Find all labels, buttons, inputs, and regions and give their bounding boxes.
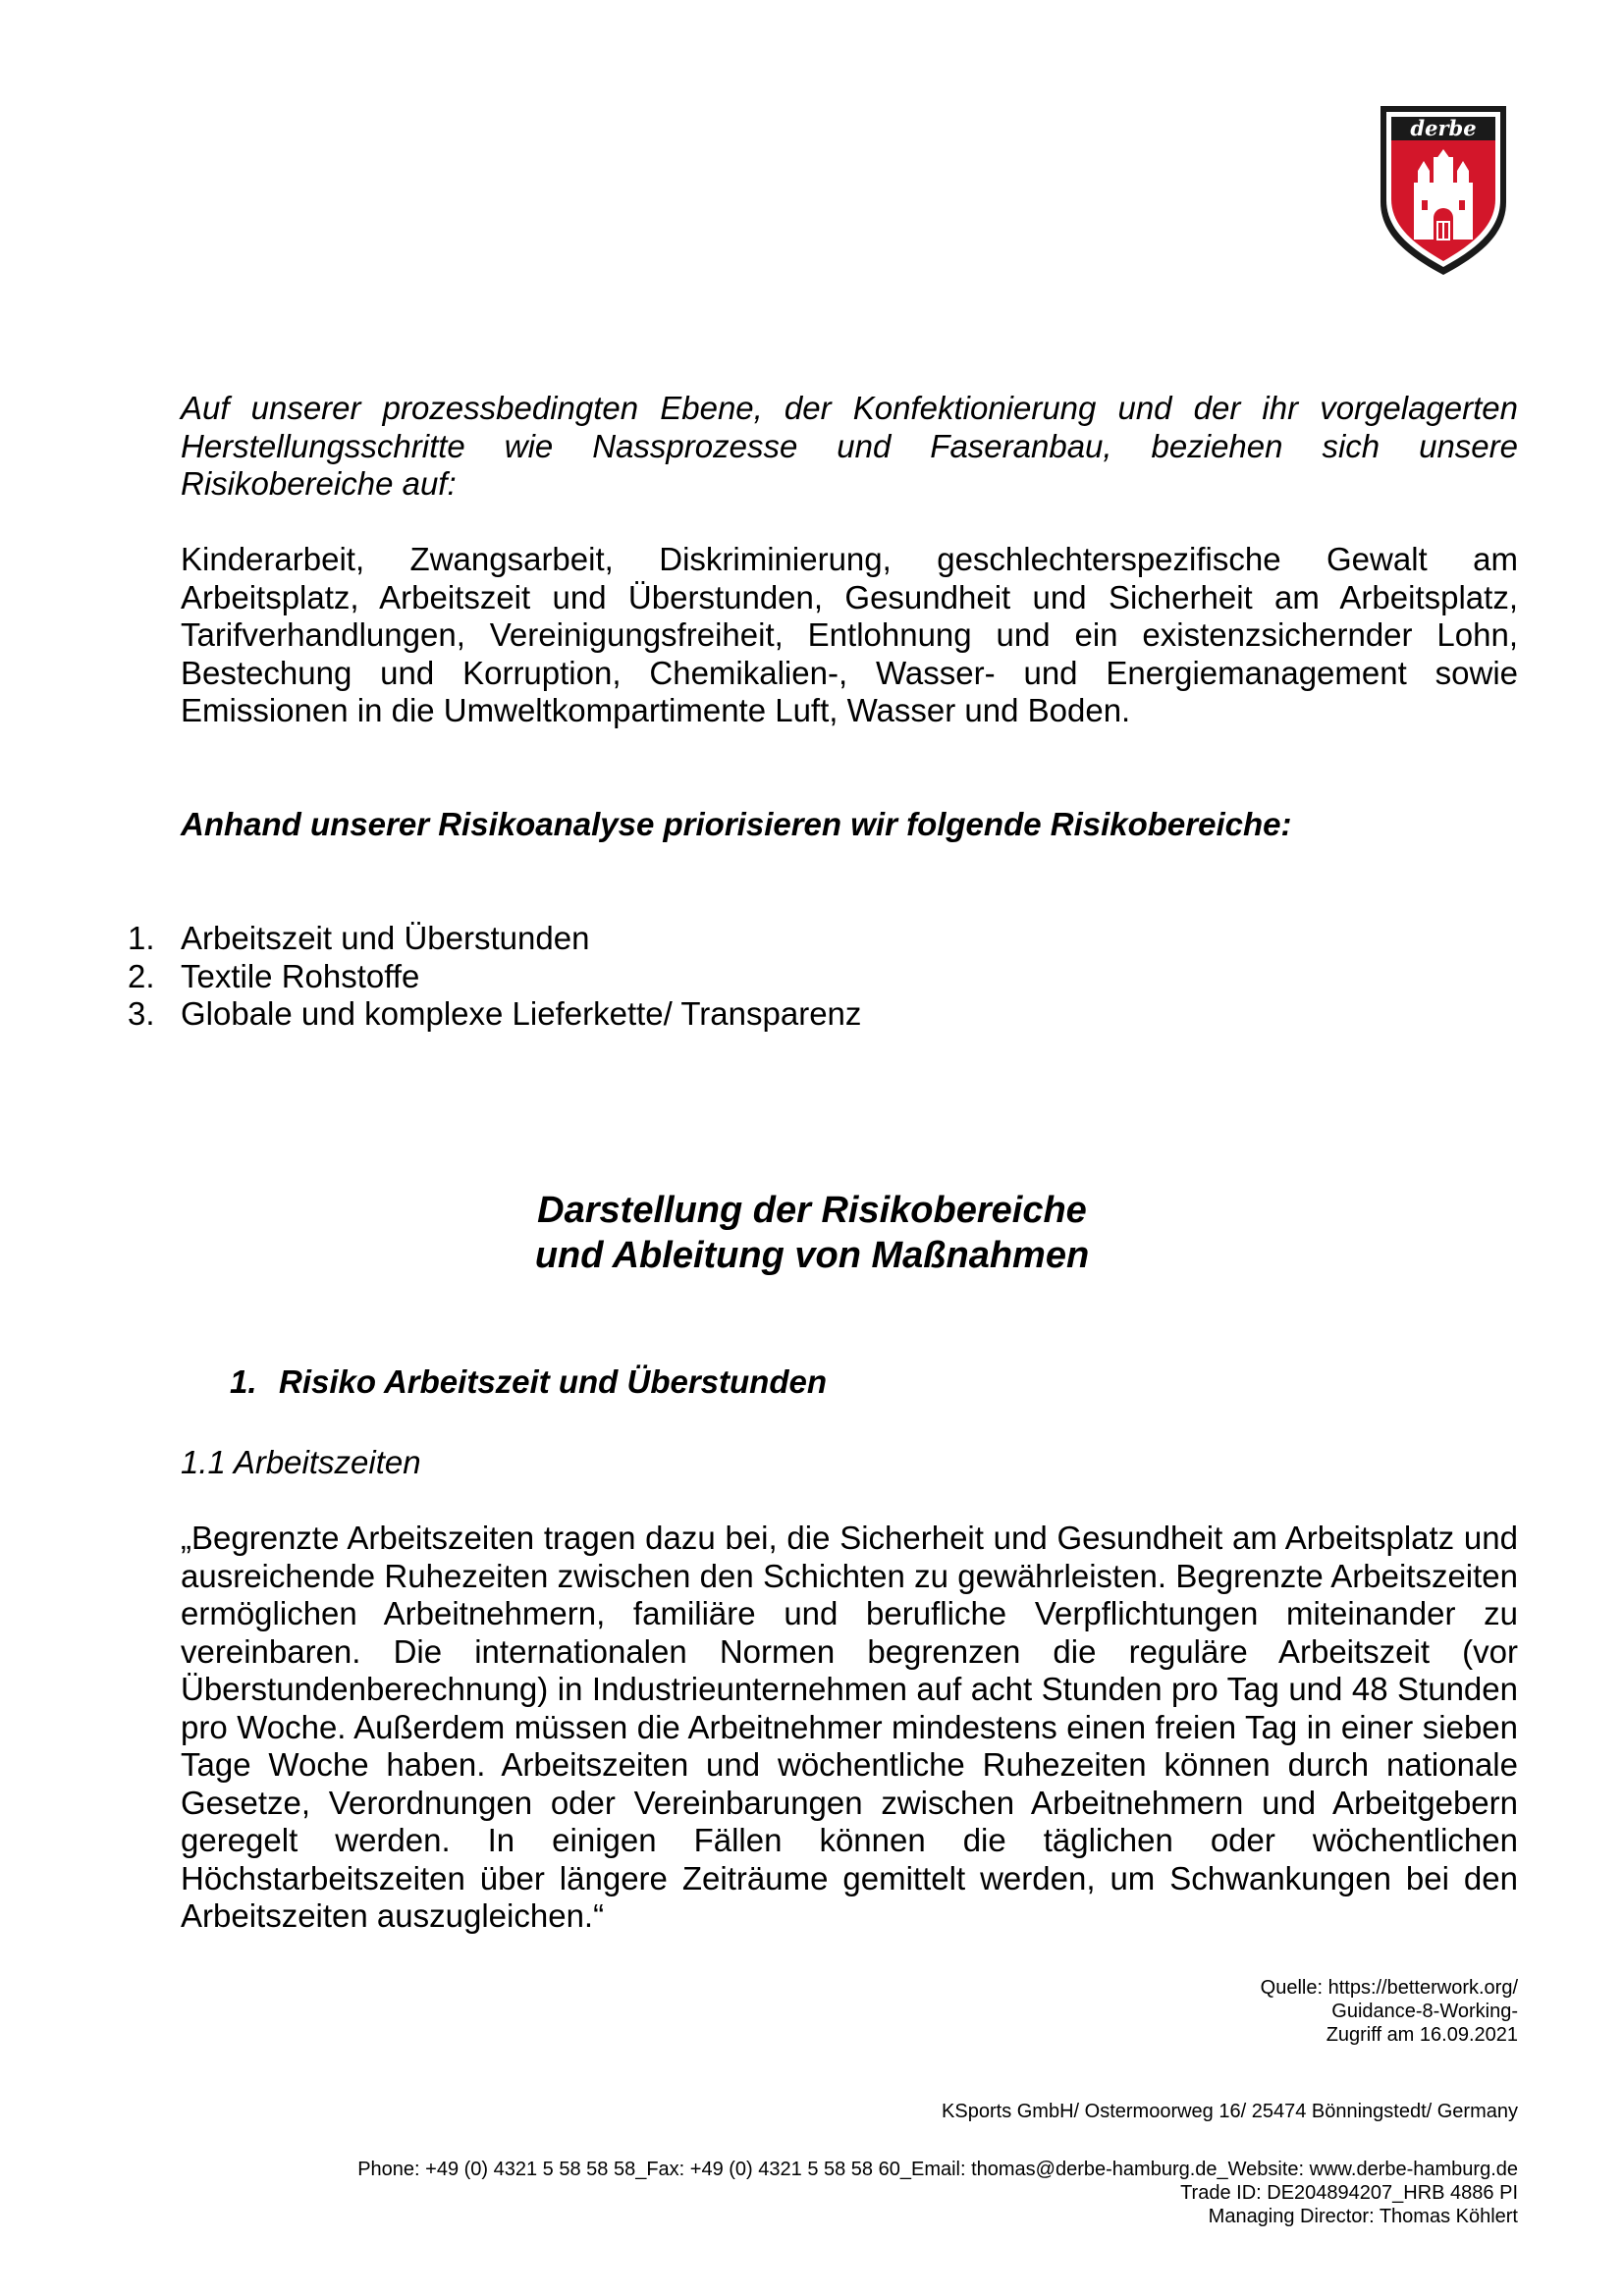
list-item-label: Textile Rohstoffe [181,957,420,994]
derbe-logo [1375,102,1512,279]
section-title-line: Darstellung der Risikobereiche [537,1190,1087,1231]
quote-paragraph: „Begrenzte Arbeitszeiten tragen dazu bei, die Sicherheit und Gesundheit am Arbeitsplatz und ausreichende Ruhezeiten zwischen den Schichten zu gewährleisten. Begrenzte Arbeitszeiten ermöglichen Arbeitnehmern, familiäre und berufliche Verpflichtungen miteinander zu vereinbaren. Die internationalen Normen begrenzen die reguläre Arbeitszeit (vor Überstundenberechnung) in Industrieunternehmen auf acht Stunden pro Tag und 48 Stunden pro Woche. Außerdem müssen die Arbeitnehmer mindestens einen freien Tag in einer sieben Tage Woche haben. Arbeitszeiten und wöchentliche Ruhezeiten können durch nationale Gesetze, Verordnungen oder Vereinbarungen zwischen Arbeitnehmern und Arbeitgebern geregelt werden. In einigen Fällen können die täglichen oder wöchentlichen Höchstarbeitszeiten über längere Zeiträume gemittelt werden, um Schwankungen bei den Arbeitszeiten auszugleichen.“ [181,1520,1518,1934]
hamburg-castle-icon [1375,102,1512,279]
section-title [0,1188,1624,1278]
list-item-label: Globale und komplexe Lieferkette/ Transparenz [181,995,862,1032]
list-item-label: Arbeitszeit und Überstunden [181,920,590,956]
list-item [128,958,861,996]
footer-trade-id: Trade ID: DE204894207_HRB 4886 PI [1180,2182,1518,2204]
priority-list [128,920,861,1034]
list-item-number: 3. [128,995,155,1032]
footer-director: Managing Director: Thomas Köhlert [1208,2206,1518,2227]
logo-text: derbe [1410,116,1477,140]
source-line: Zugriff am 16.09.2021 [1326,2024,1518,2046]
priority-heading: Anhand unserer Risikoanalyse priorisieren wir folgende Risikobereiche: [181,806,1292,842]
list-item-number: 2. [128,957,155,994]
list-item-number: 1. [128,920,155,956]
footer-contact [357,2158,1518,2228]
source-line: Quelle: https://betterwork.org/ [1260,1977,1518,1999]
subsection-number: 1. [230,1363,257,1400]
subsubsection-heading: 1.1 Arbeitszeiten [181,1444,421,1480]
list-item [128,920,861,958]
source-line: Guidance-8-Working- [1331,2001,1518,2022]
source-note [1261,1976,1518,2047]
section-title-line: und Ableitung von Maßnahmen [534,1235,1090,1276]
footer-company: KSports GmbH/ Ostermoorweg 16/ 25474 Bönningstedt/ Germany [942,2101,1518,2122]
risk-areas-paragraph: Kinderarbeit, Zwangsarbeit, Diskriminierung, geschlechterspezifische Gewalt am Arbeitsplatz, Arbeitszeit und Überstunden, Gesundheit und Sicherheit am Arbeitsplatz, Tarifverhandlungen, Vereinigungsfreiheit, Entlohnung und ein existenzsichernder Lohn, Bestechung und Korruption, Chemikalien-, Wasser- und Energiemanagement sowie Emissionen in die Umweltkompartimente Luft, Wasser und Boden. [181,541,1518,728]
footer-contact-line: Phone: +49 (0) 4321 5 58 58 58_Fax: +49 (0) 4321 5 58 58 60_Email: thomas@derbe-hamburg.de_Website: www.derbe-hamburg.de [357,2159,1518,2180]
subsection-heading [230,1363,827,1401]
intro-paragraph: Auf unserer prozessbedingten Ebene, der Konfektionierung und der ihr vorgelagerten Herstellungsschritte wie Nassprozesse und Faseranbau, beziehen sich unsere Risikobereiche auf: [181,390,1518,502]
subsection-label: Risiko Arbeitszeit und Überstunden [279,1363,828,1400]
list-item [128,995,861,1034]
